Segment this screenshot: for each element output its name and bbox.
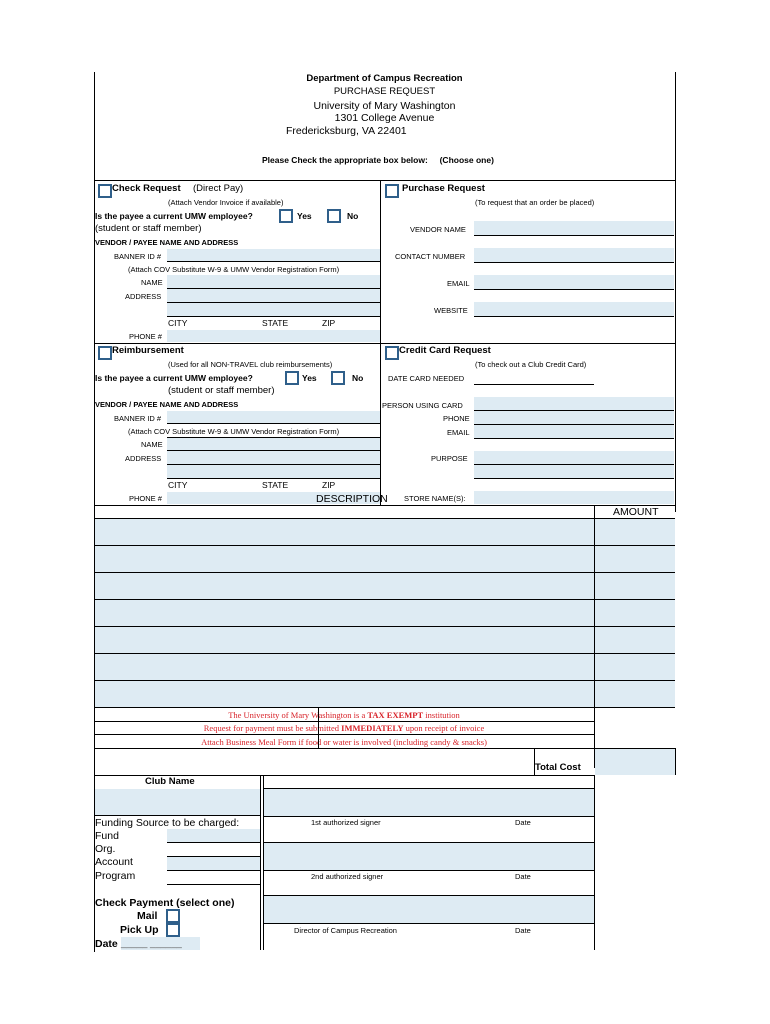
reimb-zip-label: ZIP — [322, 480, 336, 490]
check-name-field[interactable] — [167, 275, 380, 288]
street-address: 1301 College Avenue — [334, 112, 435, 124]
signer-line — [263, 842, 594, 843]
check-city-label: CITY — [168, 318, 188, 328]
cc-phone-label: PHONE — [443, 414, 470, 423]
business-meal-notice: Attach Business Meal Form if food or water is involved (including candy & snacks) — [201, 737, 487, 747]
date-card-needed-label: DATE CARD NEEDED — [388, 374, 465, 383]
org-label: Org. — [95, 843, 116, 855]
table-line — [94, 748, 675, 749]
field-underline — [167, 842, 260, 843]
purchase-request-checkbox[interactable] — [385, 184, 399, 198]
city-state-zip: Fredericksburg, VA 22401 — [286, 125, 407, 137]
signer-2-label: 2nd authorized signer — [311, 872, 384, 881]
store-names-label: STORE NAME(S): — [404, 494, 466, 503]
check-address-field-2[interactable] — [167, 303, 380, 316]
website-label: WEBSITE — [434, 306, 468, 315]
description-row-4[interactable] — [95, 600, 594, 626]
signer-box-left-border — [260, 775, 261, 950]
signer-line — [263, 895, 594, 896]
check-employee-question: Is the payee a current UMW employee? — [95, 211, 253, 221]
pick-up-label: Pick Up — [120, 924, 159, 936]
reimb-employee-question: Is the payee a current UMW employee? — [95, 373, 253, 383]
table-line — [94, 721, 594, 722]
reimb-city-label: CITY — [168, 480, 188, 490]
reimb-student-note: (student or staff member) — [168, 385, 275, 396]
field-underline — [474, 438, 674, 439]
funding-source-label: Funding Source to be charged: — [95, 817, 240, 829]
description-header: DESCRIPTION — [316, 493, 388, 505]
total-cost-field[interactable] — [595, 749, 675, 775]
signer-2-field[interactable] — [264, 843, 594, 870]
check-banner-field[interactable] — [167, 249, 380, 261]
director-label: Director of Campus Recreation — [294, 926, 397, 935]
description-row-6[interactable] — [95, 654, 594, 680]
director-date-label: Date — [515, 926, 531, 935]
contact-number-label: CONTACT NUMBER — [395, 252, 466, 261]
check-attach-note: (Attach COV Substitute W-9 & UMW Vendor Registration Form) — [128, 265, 340, 274]
cc-email-label: EMAIL — [447, 428, 470, 437]
tax-exempt-notice-pre: The University of Mary Washington is a — [228, 710, 368, 720]
tax-exempt-notice-bold: TAX EXEMPT — [367, 710, 424, 720]
reimb-employee-no-checkbox[interactable] — [331, 371, 345, 385]
fund-field[interactable] — [167, 829, 260, 842]
vendor-name-field[interactable] — [474, 221, 674, 235]
field-underline — [167, 261, 380, 262]
reimb-state-label: STATE — [262, 480, 289, 490]
check-state-label: STATE — [262, 318, 289, 328]
signer-line — [263, 870, 594, 871]
mail-checkbox[interactable] — [166, 909, 180, 923]
reimb-name-label: NAME — [141, 440, 163, 449]
amount-row-7[interactable] — [595, 681, 675, 707]
description-row-5[interactable] — [95, 627, 594, 653]
club-name-field[interactable] — [95, 789, 260, 815]
check-request-checkbox[interactable] — [98, 184, 112, 198]
amount-row-3[interactable] — [595, 573, 675, 599]
table-line — [94, 707, 675, 708]
amount-row-5[interactable] — [595, 627, 675, 653]
form-title: PURCHASE REQUEST — [333, 86, 436, 97]
field-underline — [474, 384, 594, 385]
check-student-note: (student or staff member) — [95, 223, 202, 234]
header-divider — [94, 180, 675, 181]
description-row-2[interactable] — [95, 546, 594, 572]
reimb-banner-field[interactable] — [167, 411, 380, 423]
field-underline — [94, 815, 261, 816]
purchase-request-title: Purchase Request — [402, 183, 485, 194]
check-request-note: (Attach Vendor Invoice if available) — [168, 198, 284, 207]
reimbursement-note: (Used for all NON-TRAVEL club reimbursements) — [168, 360, 333, 369]
table-line — [94, 505, 675, 506]
check-employee-no-label: No — [347, 211, 359, 221]
description-row-3[interactable] — [95, 573, 594, 599]
check-employee-yes-label: Yes — [297, 211, 312, 221]
check-employee-no-checkbox[interactable] — [327, 209, 341, 223]
check-zip-label: ZIP — [322, 318, 336, 328]
credit-card-title: Credit Card Request — [399, 345, 491, 356]
check-request-title: Check Request — [112, 183, 181, 194]
person-using-card-label: PERSON USING CARD — [382, 401, 463, 410]
field-underline — [474, 478, 674, 479]
purpose-label: PURPOSE — [431, 454, 468, 463]
amount-row-1[interactable] — [595, 519, 675, 545]
field-underline — [474, 235, 674, 236]
tax-exempt-notice — [94, 711, 594, 720]
reimb-phone-label: PHONE # — [129, 494, 162, 503]
reimb-attach-note: (Attach COV Substitute W-9 & UMW Vendor Registration Form) — [128, 427, 340, 436]
instruction-text: Please Check the appropriate box below: (Choose one) — [262, 155, 494, 165]
check-payment-label: Check Payment (select one) — [95, 897, 235, 909]
table-line — [94, 734, 594, 735]
table-line — [675, 748, 676, 775]
purchase-request-note: (To request that an order be placed) — [475, 198, 595, 207]
reimbursement-title: Reimbursement — [112, 345, 184, 356]
field-underline — [167, 870, 260, 871]
signer-2-date-label: Date — [515, 872, 531, 881]
website-field[interactable] — [474, 302, 674, 316]
section-divider — [94, 343, 675, 344]
department-title: Department of Campus Recreation — [306, 73, 463, 84]
payment-notice-post: upon receipt of invoice — [403, 723, 485, 733]
reimb-banner-label: BANNER ID # — [114, 414, 162, 423]
purpose-field-2[interactable] — [474, 465, 674, 478]
contact-number-field[interactable] — [474, 248, 674, 262]
check-address-label: ADDRESS — [125, 292, 162, 301]
program-label: Program — [95, 870, 136, 882]
purchase-email-field[interactable] — [474, 275, 674, 289]
date-label-text: Date — [95, 938, 118, 950]
university-name: University of Mary Washington — [313, 100, 456, 112]
check-phone-field[interactable] — [167, 330, 380, 342]
check-name-label: NAME — [141, 278, 163, 287]
check-address-field-1[interactable] — [167, 289, 380, 302]
signer-1-field[interactable] — [264, 789, 594, 816]
check-request-subtitle: (Direct Pay) — [193, 183, 244, 194]
purchase-email-label: EMAIL — [447, 279, 470, 288]
date-label — [95, 939, 118, 950]
amount-header: AMOUNT — [613, 506, 659, 518]
reimb-employee-no-label: No — [352, 373, 364, 383]
reimb-address-label: ADDRESS — [125, 454, 162, 463]
field-underline — [167, 423, 380, 424]
field-underline — [474, 316, 674, 317]
signer-1-label: 1st authorized signer — [311, 818, 381, 827]
credit-card-note: (To check out a Club Credit Card) — [475, 360, 587, 369]
field-underline — [167, 316, 380, 317]
reimb-name-field[interactable] — [167, 438, 380, 450]
credit-card-checkbox[interactable] — [385, 346, 399, 360]
director-field[interactable] — [264, 896, 594, 923]
fund-label: Fund — [95, 830, 119, 842]
signer-box-right-border — [594, 775, 595, 950]
field-underline — [167, 884, 260, 885]
tax-exempt-notice-post: institution — [423, 710, 460, 720]
mail-label: Mail — [137, 910, 158, 922]
reimb-vendor-header: VENDOR / PAYEE NAME AND ADDRESS — [95, 400, 239, 409]
pick-up-checkbox[interactable] — [166, 923, 180, 937]
reimbursement-checkbox[interactable] — [98, 346, 112, 360]
total-cost-label: Total Cost — [535, 762, 581, 773]
description-row-7[interactable] — [95, 681, 594, 707]
club-name-label: Club Name — [145, 776, 195, 787]
field-underline — [167, 478, 380, 479]
payment-notice-pre: Request for payment must be submitted — [203, 723, 342, 733]
notice-center-line — [318, 707, 319, 749]
store-names-field[interactable] — [474, 491, 674, 504]
purpose-field-1[interactable] — [474, 451, 674, 464]
reimb-address-field-1[interactable] — [167, 451, 380, 464]
reimb-employee-yes-label: Yes — [302, 373, 317, 383]
account-label: Account — [95, 856, 133, 868]
description-row-1[interactable] — [95, 519, 594, 545]
field-underline — [474, 262, 674, 263]
signer-line — [263, 923, 594, 924]
cc-phone-field[interactable] — [474, 411, 674, 424]
amount-row-2[interactable] — [595, 546, 675, 572]
payment-notice-bold: IMMEDIATELY — [341, 723, 404, 733]
account-field[interactable] — [167, 857, 260, 870]
reimb-address-field-2[interactable] — [167, 465, 380, 478]
signer-line — [263, 816, 594, 817]
vendor-name-label: VENDOR NAME — [410, 225, 466, 234]
date-blank: _____ ______ — [121, 938, 182, 949]
signer-line — [263, 788, 594, 789]
payment-timing-notice — [94, 724, 594, 733]
reimb-employee-yes-checkbox[interactable] — [285, 371, 299, 385]
check-banner-label: BANNER ID # — [114, 252, 162, 261]
check-vendor-header: VENDOR / PAYEE NAME AND ADDRESS — [95, 238, 239, 247]
amount-row-6[interactable] — [595, 654, 675, 680]
check-employee-yes-checkbox[interactable] — [279, 209, 293, 223]
signer-1-date-label: Date — [515, 818, 531, 827]
field-underline — [474, 289, 674, 290]
cc-email-field[interactable] — [474, 425, 674, 438]
person-using-card-field[interactable] — [474, 397, 674, 410]
form-right-border — [675, 72, 676, 512]
amount-row-4[interactable] — [595, 600, 675, 626]
check-phone-label: PHONE # — [129, 332, 162, 341]
